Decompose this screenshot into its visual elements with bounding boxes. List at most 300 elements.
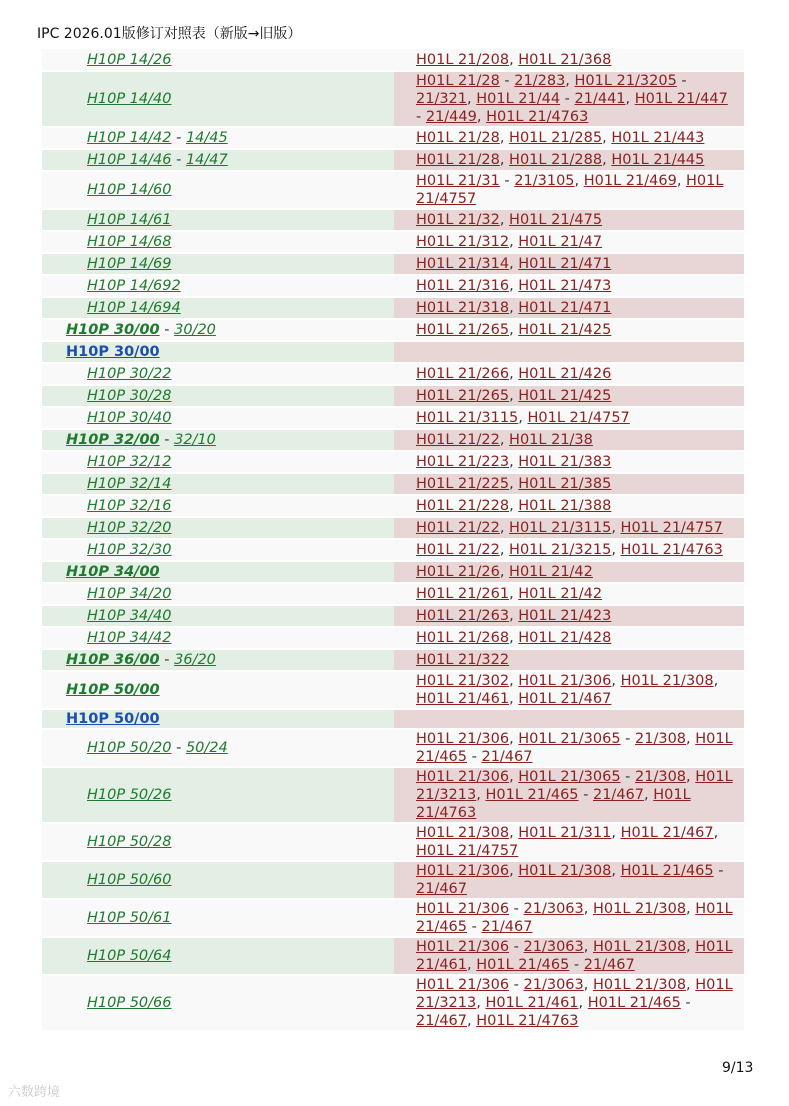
old-code-separator: , [509, 769, 519, 785]
old-code-link[interactable]: H01L 21/4763 [486, 109, 589, 125]
new-code-group [42, 739, 394, 757]
old-code-link[interactable]: 21/308 [635, 769, 687, 785]
new-code-link[interactable]: H10P 14/40 [87, 91, 172, 107]
old-code-cell [394, 127, 744, 149]
old-code-cell [394, 149, 744, 171]
new-code-cell [42, 451, 394, 473]
old-code-link[interactable]: H01L 21/426 [518, 366, 612, 382]
old-code-cell [394, 429, 744, 451]
new-code-link[interactable]: H10P 30/22 [87, 366, 172, 382]
new-code-link[interactable]: H10P 32/12 [87, 454, 172, 470]
old-code-separator: - [676, 73, 687, 89]
old-code-link[interactable]: 21/3063 [523, 901, 584, 917]
old-code-link[interactable]: 21/441 [574, 91, 626, 107]
table-row [42, 49, 744, 71]
new-code-cell [42, 171, 394, 209]
old-code-cell [394, 451, 744, 473]
old-code-separator: , [509, 731, 519, 747]
table-row [42, 407, 744, 429]
range-separator: - [159, 432, 175, 448]
old-code-cell [394, 231, 744, 253]
old-code-link[interactable]: 21/3063 [523, 939, 584, 955]
new-code-cell [42, 473, 394, 495]
old-code-link[interactable]: H01L 21/42 [518, 586, 603, 602]
new-code-cell [42, 407, 394, 429]
old-code-cell [394, 341, 744, 363]
old-code-link[interactable]: H01L 21/208 [416, 51, 510, 68]
new-code-link[interactable]: H10P 50/60 [87, 872, 172, 888]
new-code-group [42, 585, 394, 603]
old-code-link[interactable]: H01L 21/261 [416, 586, 510, 602]
old-code-link[interactable]: H01L 21/288 [509, 152, 603, 168]
old-code-link[interactable]: H01L 21/47 [518, 234, 603, 250]
old-code-link[interactable]: H01L 21/42 [509, 564, 593, 580]
old-code-cell [394, 363, 744, 385]
new-code-cell [42, 297, 394, 319]
new-code-link[interactable]: H10P 34/40 [87, 608, 172, 624]
old-code-link[interactable]: H01L 21/318 [416, 300, 510, 316]
new-code-link[interactable]: 36/20 [174, 652, 216, 668]
new-code-link[interactable]: H10P 34/00 [66, 564, 160, 580]
old-code-link[interactable]: H01L 21/31 [416, 173, 500, 189]
old-code-link[interactable]: H01L 21/467 [620, 825, 714, 841]
new-code-cell [42, 823, 394, 861]
new-code-link[interactable]: H10P 50/00 [66, 711, 160, 727]
new-code-cell [42, 539, 394, 561]
old-code-cell [394, 649, 744, 671]
new-code-cell [42, 495, 394, 517]
old-code-link[interactable]: H01L 21/306 [416, 977, 510, 993]
table-row [42, 937, 744, 975]
new-code-link[interactable]: H10P 30/00 [66, 344, 160, 360]
new-code-group [42, 871, 394, 889]
old-code-link[interactable]: H01L 21/388 [518, 498, 612, 514]
old-code-separator: , [509, 454, 519, 470]
table-row [42, 253, 744, 275]
old-code-link[interactable]: H01L 21/3213 [416, 977, 733, 1011]
old-code-separator: , [476, 787, 486, 803]
new-code-cell [42, 861, 394, 899]
new-code-link[interactable]: 14/47 [185, 152, 228, 168]
old-code-link[interactable]: H01L 21/22 [416, 542, 500, 558]
concordance-table-body [42, 49, 744, 1031]
old-code-cell [394, 297, 744, 319]
old-code-separator: - [569, 957, 584, 973]
new-code-group [42, 629, 394, 647]
old-code-link[interactable]: H01L 21/469 [583, 173, 677, 189]
old-code-link[interactable]: H01L 21/308 [620, 673, 714, 689]
old-code-link[interactable]: H01L 21/3215 [509, 542, 612, 558]
old-code-link[interactable]: H01L 21/263 [416, 608, 510, 624]
new-code-link[interactable]: H10P 32/00 [66, 432, 160, 448]
new-code-cell [42, 627, 394, 649]
old-code-link[interactable]: 21/467 [481, 919, 533, 935]
old-code-separator: - [467, 749, 482, 765]
old-code-link[interactable]: 21/467 [416, 1013, 468, 1029]
new-code-link[interactable]: H10P 50/26 [87, 787, 172, 803]
new-code-cell [42, 49, 394, 71]
old-code-link[interactable]: H01L 21/3205 [574, 73, 677, 89]
new-code-cell [42, 561, 394, 583]
old-code-link[interactable]: H01L 21/316 [416, 278, 510, 294]
old-code-link[interactable]: H01L 21/368 [518, 51, 612, 68]
table-row [42, 561, 744, 583]
old-code-link[interactable]: H01L 21/385 [518, 476, 612, 492]
new-code-group [42, 786, 394, 804]
new-code-link[interactable]: H10P 50/20 [87, 740, 172, 756]
table-row [42, 539, 744, 561]
old-code-separator: , [509, 586, 519, 602]
old-code-separator: , [467, 1013, 477, 1029]
old-code-separator: - [620, 731, 636, 747]
old-code-link[interactable]: H01L 21/306 [518, 673, 612, 689]
old-code-separator: , [686, 731, 696, 747]
old-code-separator: , [476, 995, 486, 1011]
new-code-group [42, 519, 394, 537]
old-code-link[interactable]: H01L 21/26 [416, 564, 500, 580]
old-code-cell [394, 975, 744, 1031]
new-code-group [42, 365, 394, 383]
new-code-link[interactable]: H10P 14/68 [87, 234, 172, 250]
old-code-link[interactable]: H01L 21/44 [476, 91, 561, 107]
new-code-group [42, 211, 394, 229]
new-code-group [42, 431, 394, 449]
old-code-separator: - [578, 787, 593, 803]
old-code-link[interactable]: H01L 21/423 [518, 608, 612, 624]
page-header: IPC 2026.01版修订对照表（新版→旧版） [37, 26, 302, 42]
old-code-link[interactable]: H01L 21/465 [416, 731, 733, 765]
table-row [42, 209, 744, 231]
new-code-link[interactable]: H10P 32/14 [87, 476, 172, 492]
old-code-cell [394, 861, 744, 899]
old-code-separator: - [509, 939, 524, 955]
new-code-group [42, 681, 394, 699]
old-code-link[interactable]: H01L 21/461 [416, 691, 510, 707]
new-code-link[interactable]: H10P 36/00 [66, 652, 160, 668]
old-code-link[interactable]: H01L 21/308 [592, 977, 687, 993]
old-code-separator: , [625, 91, 635, 107]
new-code-cell [42, 231, 394, 253]
old-code-separator: - [680, 995, 691, 1011]
table-row [42, 473, 744, 495]
old-code-link[interactable]: H01L 21/465 [476, 957, 570, 973]
new-code-link[interactable]: H10P 14/692 [87, 278, 181, 294]
old-code-separator: , [509, 825, 519, 841]
old-code-link[interactable]: 21/467 [416, 881, 468, 897]
new-code-cell [42, 899, 394, 937]
old-code-link[interactable]: 21/3105 [514, 173, 575, 189]
old-code-link[interactable]: H01L 21/3213 [416, 769, 733, 803]
old-code-link[interactable]: H01L 21/38 [509, 432, 593, 448]
concordance-table [42, 49, 744, 1032]
old-code-link[interactable]: H01L 21/306 [416, 901, 510, 917]
new-code-group [42, 541, 394, 559]
old-code-link[interactable]: H01L 21/265 [416, 322, 510, 338]
new-code-link[interactable]: H10P 32/30 [87, 542, 172, 558]
old-code-link[interactable]: H01L 21/473 [518, 278, 612, 294]
table-row [42, 363, 744, 385]
old-code-link[interactable]: H01L 21/3115 [509, 520, 612, 536]
old-code-cell [394, 275, 744, 297]
old-code-link[interactable]: 21/467 [481, 749, 533, 765]
old-code-link[interactable]: 21/467 [583, 957, 635, 973]
old-code-link[interactable]: H01L 21/28 [416, 152, 500, 168]
old-code-cell [394, 385, 744, 407]
old-code-link[interactable]: H01L 21/3065 [518, 769, 621, 785]
watermark: 六数跨境 [8, 1085, 61, 1100]
table-row [42, 627, 744, 649]
new-code-group [42, 947, 394, 965]
table-row [42, 975, 744, 1031]
new-code-link[interactable]: 32/10 [174, 432, 216, 448]
old-code-separator: , [509, 630, 519, 646]
new-code-link[interactable]: 50/24 [185, 740, 228, 756]
old-code-link[interactable]: H01L 21/306 [416, 939, 510, 955]
old-code-separator: , [499, 130, 510, 146]
old-code-separator: - [509, 977, 524, 993]
old-code-link[interactable]: H01L 21/268 [416, 630, 510, 646]
old-code-cell [394, 253, 744, 275]
new-code-link[interactable]: H10P 34/20 [87, 586, 172, 602]
table-row [42, 149, 744, 171]
old-code-separator: , [509, 256, 519, 272]
old-code-separator: , [509, 863, 519, 879]
new-code-link[interactable]: H10P 50/00 [66, 682, 160, 698]
new-code-link[interactable]: H10P 14/26 [87, 51, 172, 68]
old-code-cell [394, 605, 744, 627]
old-code-link[interactable]: H01L 21/306 [416, 769, 510, 785]
old-code-link[interactable]: H01L 21/428 [518, 630, 612, 646]
old-code-link[interactable]: H01L 21/443 [611, 130, 705, 146]
old-code-link[interactable]: H01L 21/306 [416, 731, 510, 747]
old-code-link[interactable]: H01L 21/447 [634, 91, 728, 107]
old-code-link[interactable]: H01L 21/4763 [476, 1013, 579, 1029]
old-code-separator: - [416, 109, 426, 125]
old-code-link[interactable]: H01L 21/461 [416, 939, 733, 973]
table-row [42, 385, 744, 407]
old-code-link[interactable]: H01L 21/471 [518, 256, 612, 272]
old-code-cell [394, 937, 744, 975]
new-code-group [42, 387, 394, 405]
old-code-link[interactable]: H01L 21/312 [416, 234, 510, 250]
new-code-group [42, 255, 394, 273]
new-code-link[interactable]: H10P 14/60 [87, 182, 172, 198]
range-separator: - [159, 322, 175, 338]
old-code-link[interactable]: H01L 21/285 [509, 130, 603, 146]
table-row [42, 861, 744, 899]
range-separator: - [159, 652, 175, 668]
table-row [42, 451, 744, 473]
table-row [42, 275, 744, 297]
old-code-separator: , [583, 901, 593, 917]
old-code-link[interactable]: H01L 21/28 [416, 73, 500, 89]
old-code-cell [394, 899, 744, 937]
old-code-link[interactable]: H01L 21/308 [592, 901, 687, 917]
new-code-group [42, 453, 394, 471]
new-code-cell [42, 605, 394, 627]
old-code-separator: , [686, 977, 696, 993]
old-code-cell [394, 671, 744, 709]
old-code-separator: , [611, 542, 621, 558]
new-code-group [42, 90, 394, 108]
new-code-link[interactable]: H10P 14/694 [87, 300, 181, 316]
old-code-separator: - [620, 769, 636, 785]
new-code-cell [42, 341, 394, 363]
old-code-link[interactable]: H01L 21/4757 [527, 410, 630, 426]
page-number: 9/13 [722, 1060, 754, 1076]
new-code-link[interactable]: H10P 50/28 [87, 834, 172, 850]
old-code-separator: , [611, 520, 621, 536]
new-code-link[interactable]: 14/45 [185, 130, 228, 146]
old-code-link[interactable]: H01L 21/471 [518, 300, 612, 316]
table-row [42, 899, 744, 937]
old-code-link[interactable]: H01L 21/32 [416, 212, 500, 228]
table-row [42, 429, 744, 451]
old-code-link[interactable]: 21/449 [425, 109, 477, 125]
old-code-link[interactable]: H01L 21/4757 [620, 520, 723, 536]
new-code-cell [42, 127, 394, 149]
new-code-cell [42, 649, 394, 671]
old-code-separator: , [476, 109, 487, 125]
old-code-separator: , [644, 787, 654, 803]
old-code-link[interactable]: 21/308 [635, 731, 687, 747]
new-code-group [42, 321, 394, 339]
new-code-link[interactable]: H10P 50/66 [87, 995, 172, 1011]
new-code-group [42, 475, 394, 493]
table-row [42, 71, 744, 127]
new-code-cell [42, 671, 394, 709]
old-code-link[interactable]: H01L 21/308 [592, 939, 687, 955]
new-code-link[interactable]: H10P 34/42 [87, 630, 172, 646]
new-code-link[interactable]: H10P 32/16 [87, 498, 172, 514]
old-code-link[interactable]: H01L 21/4763 [416, 787, 691, 821]
old-code-link[interactable]: H01L 21/266 [416, 366, 510, 382]
old-code-link[interactable]: H01L 21/322 [416, 652, 510, 668]
new-code-cell [42, 319, 394, 341]
old-code-separator: , [509, 300, 519, 316]
old-code-separator: , [509, 608, 519, 624]
old-code-link[interactable]: H01L 21/223 [416, 454, 510, 470]
new-code-group [42, 909, 394, 927]
new-code-link[interactable]: 30/20 [174, 322, 216, 338]
old-code-separator: , [676, 173, 687, 189]
old-code-separator: , [611, 825, 621, 841]
new-code-group [42, 299, 394, 317]
old-code-link[interactable]: 21/321 [416, 91, 468, 107]
new-code-link[interactable]: H10P 50/64 [87, 948, 172, 964]
new-code-link[interactable]: H10P 30/28 [87, 388, 172, 404]
old-code-link[interactable]: H01L 21/225 [416, 476, 510, 492]
new-code-link[interactable]: H10P 14/69 [87, 256, 172, 272]
old-code-link[interactable]: H01L 21/4763 [620, 542, 723, 558]
old-code-separator: , [509, 322, 519, 338]
old-code-separator: , [574, 173, 584, 189]
new-code-link[interactable]: H10P 30/00 [66, 322, 160, 338]
old-code-link[interactable]: H01L 21/265 [416, 388, 510, 404]
old-code-separator: , [509, 388, 519, 404]
old-code-separator: , [713, 825, 719, 841]
old-code-link[interactable]: H01L 21/306 [416, 863, 510, 879]
new-code-group [42, 181, 394, 199]
new-code-cell [42, 429, 394, 451]
old-code-link[interactable]: H01L 21/465 [485, 787, 579, 803]
new-code-link[interactable]: H10P 14/46 [87, 152, 172, 168]
old-code-link[interactable]: H01L 21/465 [587, 995, 681, 1011]
new-code-link[interactable]: H10P 14/42 [87, 130, 172, 146]
new-code-group [42, 563, 394, 581]
new-code-link[interactable]: H10P 32/20 [87, 520, 172, 536]
old-code-link[interactable]: H01L 21/475 [509, 212, 603, 228]
new-code-group [42, 343, 394, 361]
new-code-link[interactable]: H10P 50/61 [87, 910, 172, 926]
old-code-separator: - [499, 173, 515, 189]
old-code-cell [394, 517, 744, 539]
old-code-link[interactable]: H01L 21/302 [416, 673, 510, 689]
new-code-link[interactable]: H10P 14/61 [87, 212, 172, 228]
new-code-cell [42, 583, 394, 605]
old-code-link[interactable]: H01L 21/308 [416, 825, 510, 841]
old-code-cell [394, 407, 744, 429]
old-code-link[interactable]: H01L 21/311 [518, 825, 612, 841]
old-code-separator: , [509, 498, 519, 514]
table-row [42, 823, 744, 861]
old-code-link[interactable]: H01L 21/22 [416, 432, 500, 448]
old-code-link[interactable]: 21/467 [592, 787, 644, 803]
old-code-cell [394, 561, 744, 583]
old-code-cell [394, 49, 744, 71]
old-code-separator: , [602, 152, 612, 168]
table-row [42, 709, 744, 729]
old-code-separator: , [583, 977, 593, 993]
old-code-link[interactable]: H01L 21/383 [518, 454, 612, 470]
range-separator: - [171, 152, 186, 168]
old-code-separator: - [560, 91, 575, 107]
old-code-link[interactable]: H01L 21/4757 [416, 843, 519, 859]
table-row [42, 171, 744, 209]
old-code-link[interactable]: H01L 21/3115 [416, 410, 519, 426]
old-code-link[interactable]: H01L 21/228 [416, 498, 510, 514]
old-code-link[interactable]: H01L 21/22 [416, 520, 500, 536]
old-code-link[interactable]: H01L 21/28 [416, 130, 500, 146]
table-row [42, 605, 744, 627]
table-row [42, 583, 744, 605]
table-row [42, 495, 744, 517]
old-code-link[interactable]: H01L 21/314 [416, 256, 510, 272]
table-row [42, 729, 744, 767]
old-code-link[interactable]: H01L 21/467 [518, 691, 612, 707]
old-code-link[interactable]: 21/3063 [523, 977, 584, 993]
old-code-link[interactable]: H01L 21/425 [518, 388, 612, 404]
old-code-link[interactable]: H01L 21/4757 [416, 173, 724, 207]
new-code-group [42, 651, 394, 669]
old-code-separator: , [578, 995, 588, 1011]
new-code-cell [42, 363, 394, 385]
old-code-separator: , [686, 901, 696, 917]
old-code-link[interactable]: H01L 21/465 [416, 901, 733, 935]
old-code-link[interactable]: H01L 21/308 [518, 863, 612, 879]
old-code-separator: , [467, 957, 477, 973]
old-code-separator: , [602, 130, 612, 146]
old-code-cell [394, 319, 744, 341]
old-code-link[interactable]: H01L 21/445 [611, 152, 705, 168]
old-code-link[interactable]: H01L 21/465 [620, 863, 714, 879]
old-code-link[interactable]: H01L 21/3065 [518, 731, 621, 747]
old-code-link[interactable]: H01L 21/425 [518, 322, 612, 338]
old-code-link[interactable]: 21/283 [514, 73, 566, 89]
old-code-link[interactable]: H01L 21/461 [485, 995, 579, 1011]
new-code-link[interactable]: H10P 30/40 [87, 410, 172, 426]
old-code-separator: , [499, 212, 510, 228]
